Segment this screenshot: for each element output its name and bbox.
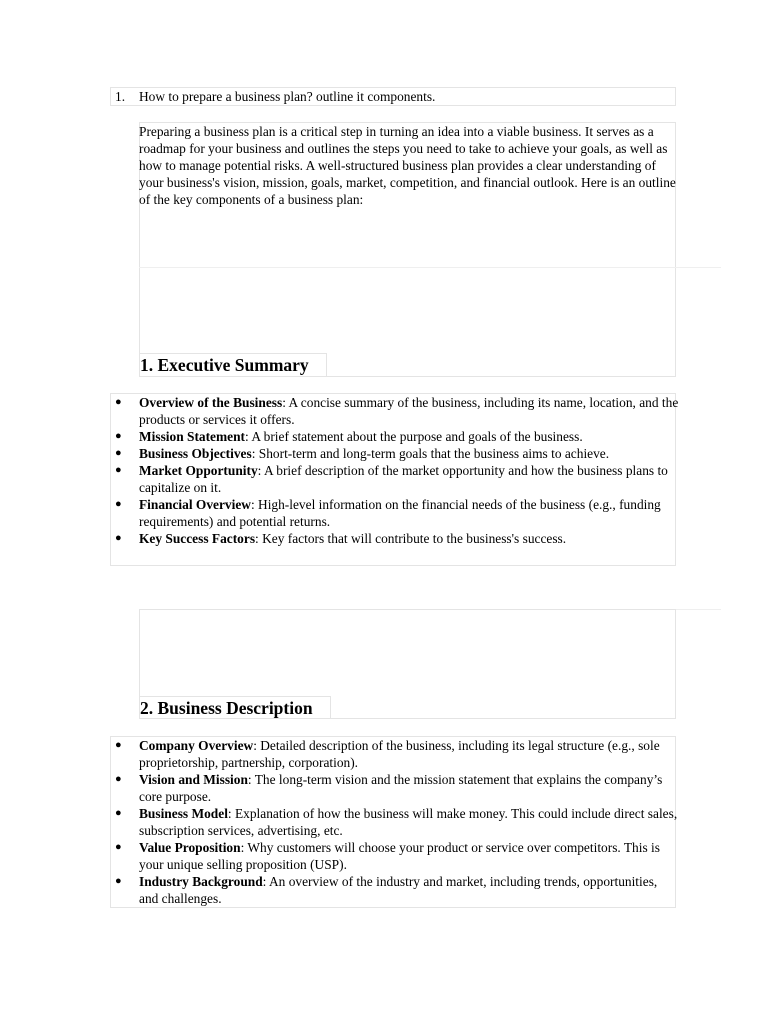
- item-description: : The long-term vision and the mission statement that explains the company’s core purpose.: [139, 772, 663, 804]
- intro-divider: [139, 267, 721, 268]
- item-description: : A concise summary of the business, including its name, location, and the products or services it offers.: [139, 395, 679, 427]
- item-description: : Key factors that will contribute to the business's success.: [255, 531, 567, 546]
- list-item: [110, 462, 679, 496]
- item-term: Industry Background: [139, 874, 263, 889]
- bullet-list: [110, 737, 679, 907]
- item-description: : A brief description of the market opportunity and how the business plans to capitalize on it.: [139, 463, 668, 495]
- item-term: Key Success Factors: [139, 531, 256, 546]
- item-term: Market Opportunity: [139, 463, 258, 478]
- bullet-icon: ●: [115, 739, 122, 751]
- item-description: : High-level information on the financial needs of the business (e.g., funding requirements) and potential returns.: [139, 497, 661, 529]
- bullet-icon: ●: [115, 841, 122, 853]
- list-item: [110, 394, 679, 428]
- list-item: [110, 428, 679, 445]
- item-term: Value Proposition: [139, 840, 241, 855]
- item-term: Overview of the Business: [139, 395, 283, 410]
- list-item: [110, 737, 679, 771]
- item-term: Company Overview: [139, 738, 254, 753]
- item-term: Business Model: [139, 806, 228, 821]
- item-description: : Detailed description of the business, including its legal structure (e.g., sole proprietorship, partnership, corporation).: [139, 738, 660, 770]
- bullet-icon: ●: [115, 532, 122, 544]
- item-term: Business Objectives: [139, 446, 252, 461]
- item-term: Financial Overview: [139, 497, 251, 512]
- item-description: : Short-term and long-term goals that the business aims to achieve.: [251, 446, 610, 461]
- bullet-list: [110, 394, 679, 547]
- list-item: [110, 496, 679, 530]
- bullet-icon: ●: [115, 773, 122, 785]
- question-text: How to prepare a business plan? outline it components.: [139, 89, 436, 104]
- list-item: [110, 839, 679, 873]
- list-item: [110, 445, 679, 462]
- bullet-icon: ●: [115, 447, 122, 459]
- list-item: [110, 530, 679, 547]
- list-item: [110, 805, 679, 839]
- list-item: [110, 771, 679, 805]
- bullet-icon: ●: [115, 430, 122, 442]
- item-description: : A brief statement about the purpose and goals of the business.: [245, 429, 583, 444]
- bullet-icon: ●: [115, 396, 122, 408]
- bullet-icon: ●: [115, 498, 122, 510]
- item-term: Mission Statement: [139, 429, 246, 444]
- bullet-icon: ●: [115, 464, 122, 476]
- bullet-icon: ●: [115, 807, 122, 819]
- question-number: 1.: [115, 89, 126, 104]
- item-description: : Why customers will choose your product or service over competitors. This is your unique selling proposition (USP).: [139, 840, 660, 872]
- intro-paragraph: Preparing a business plan is a critical step in turning an idea into a viable business. It serves as a roadmap for your business and outlines the steps you need to take to achieve your goals, as well as how to manage potential risks. A well-structured business plan provides a clear understanding of your business's vision, mission, goals, market, competition, and financial outlook. Here is an outline of the key components of a business plan:: [139, 124, 676, 207]
- list-item: [110, 873, 679, 907]
- bullet-icon: ●: [115, 875, 122, 887]
- frame-divider: [676, 609, 721, 610]
- item-description: : An overview of the industry and market, including trends, opportunities, and challenges.: [139, 874, 658, 906]
- section-heading: 2. Business Description: [140, 698, 313, 718]
- item-term: Vision and Mission: [139, 772, 248, 787]
- section-heading: 1. Executive Summary: [140, 355, 309, 375]
- item-description: : Explanation of how the business will make money. This could include direct sales, subscription services, advertising, etc.: [139, 806, 678, 838]
